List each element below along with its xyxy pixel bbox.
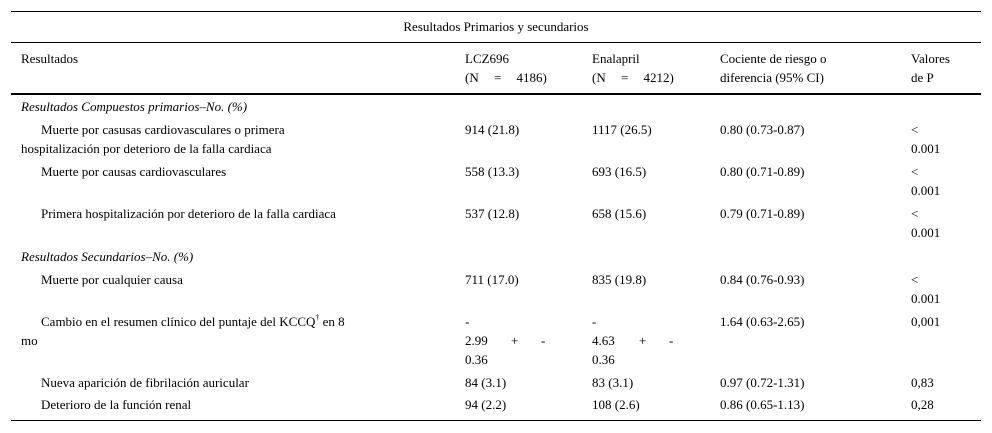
cell-p-value: <	[911, 206, 919, 221]
cell-enalapril-l2b: +	[639, 333, 647, 348]
cell-p-value: 0,28	[911, 397, 934, 412]
section-secondary-heading: Resultados Secundarios–No. (%)	[21, 249, 194, 264]
header-lcz696-n: (N = 4186)	[465, 70, 547, 85]
row-label	[41, 312, 345, 331]
cell-enalapril-l2c: -	[669, 333, 674, 348]
cell-enalapril-l3: 0.36	[592, 352, 615, 367]
header-lcz696: LCZ696	[465, 51, 510, 66]
cell-p-value-l2: 0.001	[911, 183, 941, 198]
cell-lcz: 711 (17.0)	[465, 272, 519, 287]
cell-hazard-ratio: 1.64 (0.63-2.65)	[720, 314, 805, 329]
row-label-cont: hospitalización por deterioro de la falla cardiaca	[21, 141, 272, 156]
header-rule	[11, 93, 981, 95]
header-hazard-ratio: Cociente de riesgo o	[720, 51, 827, 66]
cell-lcz-l2c: -	[541, 333, 546, 348]
cell-enalapril: 108 (2.6)	[592, 397, 640, 412]
header-hazard-ratio-l2: diferencia (95% CI)	[720, 70, 824, 85]
row-label-text-end: en 8	[319, 314, 345, 329]
cell-lcz: -	[465, 314, 470, 329]
row-label-text: Cambio en el resumen clínico del puntaje del KCCQ	[41, 314, 316, 329]
row-label-cont: mo	[21, 333, 38, 348]
bottom-rule	[11, 420, 981, 421]
cell-p-value-l2: 0.001	[911, 141, 941, 156]
cell-hazard-ratio: 0.80 (0.71-0.89)	[720, 164, 805, 179]
cell-p-value: 0,001	[911, 314, 941, 329]
cell-lcz-l3: 0.36	[465, 352, 488, 367]
cell-enalapril: 1117 (26.5)	[592, 122, 652, 137]
row-label: Muerte por casusas cardiovasculares o primera	[41, 122, 285, 137]
header-enalapril-n: (N = 4212)	[592, 70, 674, 85]
cell-hazard-ratio: 0.97 (0.72-1.31)	[720, 375, 805, 390]
cell-enalapril: 658 (15.6)	[592, 206, 647, 221]
cell-hazard-ratio: 0.80 (0.73-0.87)	[720, 122, 805, 137]
row-label: Muerte por cualquier causa	[41, 272, 183, 287]
cell-enalapril: 83 (3.1)	[592, 375, 634, 390]
title-rule	[11, 42, 981, 43]
cell-enalapril-l2a: 4.63	[592, 333, 615, 348]
row-label: Nueva aparición de fibrilación auricular	[41, 375, 249, 390]
cell-hazard-ratio: 0.86 (0.65-1.13)	[720, 397, 805, 412]
cell-hazard-ratio: 0.79 (0.71-0.89)	[720, 206, 805, 221]
header-p-value: Valores	[911, 51, 950, 66]
cell-lcz: 558 (13.3)	[465, 164, 520, 179]
cell-enalapril: 835 (19.8)	[592, 272, 647, 287]
table-title: Resultados Primarios y secundarios	[403, 19, 589, 34]
header-enalapril: Enalapril	[592, 51, 640, 66]
cell-lcz: 914 (21.8)	[465, 122, 520, 137]
cell-hazard-ratio: 0.84 (0.76-0.93)	[720, 272, 805, 287]
header-p-value-l2: de P	[911, 70, 934, 85]
row-label: Deterioro de la función renal	[41, 397, 192, 412]
row-label: Muerte por causas cardiovasculares	[41, 164, 227, 179]
cell-enalapril: 693 (16.5)	[592, 164, 647, 179]
cell-p-value-l2: 0.001	[911, 291, 941, 306]
cell-p-value-l2: 0.001	[911, 225, 941, 240]
cell-lcz-l2a: 2.99	[465, 333, 488, 348]
cell-lcz: 537 (12.8)	[465, 206, 520, 221]
section-primary-heading: Resultados Compuestos primarios–No. (%)	[21, 99, 248, 114]
cell-lcz: 84 (3.1)	[465, 375, 507, 390]
cell-p-value: <	[911, 122, 919, 137]
cell-p-value: <	[911, 272, 919, 287]
cell-lcz-l2b: +	[511, 333, 519, 348]
dagger-footnote-mark: †	[315, 313, 320, 322]
header-resultados: Resultados	[21, 51, 79, 66]
row-label: Primera hospitalización por deterioro de la falla cardiaca	[41, 206, 336, 221]
top-rule	[11, 11, 981, 12]
cell-p-value: 0,83	[911, 375, 934, 390]
cell-enalapril: -	[592, 314, 597, 329]
cell-lcz: 94 (2.2)	[465, 397, 507, 412]
cell-p-value: <	[911, 164, 919, 179]
